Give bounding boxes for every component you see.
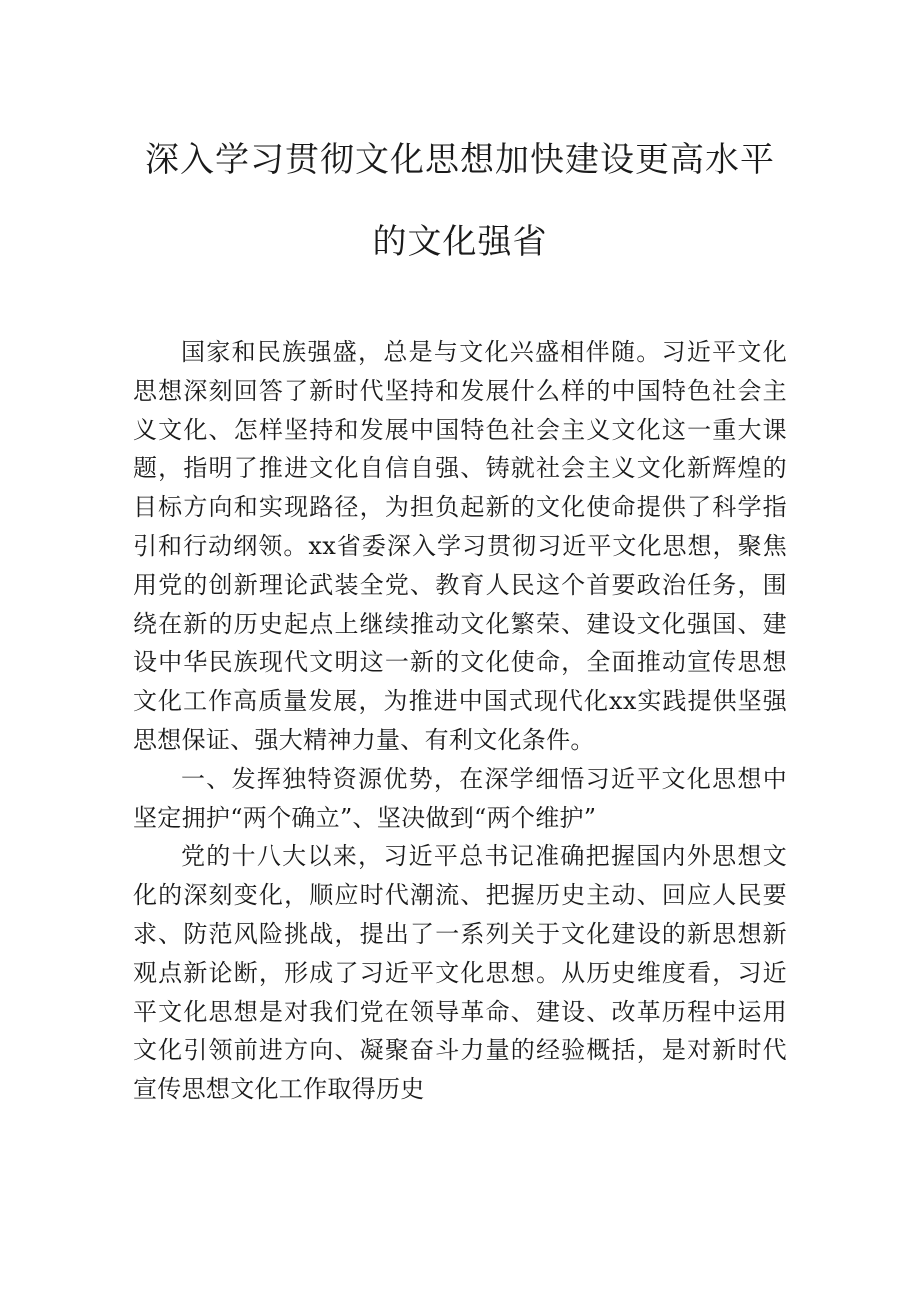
section-heading-1: 一、发挥独特资源优势，在深学细悟习近平文化思想中坚定拥护“两个确立”、坚决做到“两个维护”	[133, 764, 787, 832]
paragraph-intro: 国家和民族强盛，总是与文化兴盛相伴随。习近平文化思想深刻回答了新时代坚持和发展什么样的中国特色社会主义文化、怎样坚持和发展中国特色社会主义文化这一重大课题，指明了推进文化自信自强、铸就社会主义文化新辉煌的目标方向和实现路径，为担负起新的文化使命提供了科学指引和行动纲领。xx省委深入学习贯彻习近平文化思想，聚焦用党的创新理论武装全党、教育人民这个首要政治任务，围绕在新的历史起点上继续推动文化繁荣、建设文化强国、建设中华民族现代文明这一新的文化使命，全面推动宣传思想文化工作高质量发展，为推进中国式现代化xx实践提供坚强思想保证、强大精神力量、有利文化条件。	[133, 338, 787, 754]
document-title-line-2: 的文化强省	[372, 222, 548, 262]
paragraph-section-1: 党的十八大以来，习近平总书记准确把握国内外思想文化的深刻变化，顺应时代潮流、把握历史主动、回应人民要求、防范风险挑战，提出了一系列关于文化建设的新思想新观点新论断，形成了习近平文化思想。从历史维度看，习近平文化思想是对我们党在领导革命、建设、改革历程中运用文化引领前进方向、凝聚奋斗力量的经验概括，是对新时代宣传思想文化工作取得历史	[133, 842, 787, 1104]
document-body	[133, 333, 787, 1109]
document-title-line-1: 深入学习贯彻文化思想加快建设更高水平	[145, 140, 775, 180]
